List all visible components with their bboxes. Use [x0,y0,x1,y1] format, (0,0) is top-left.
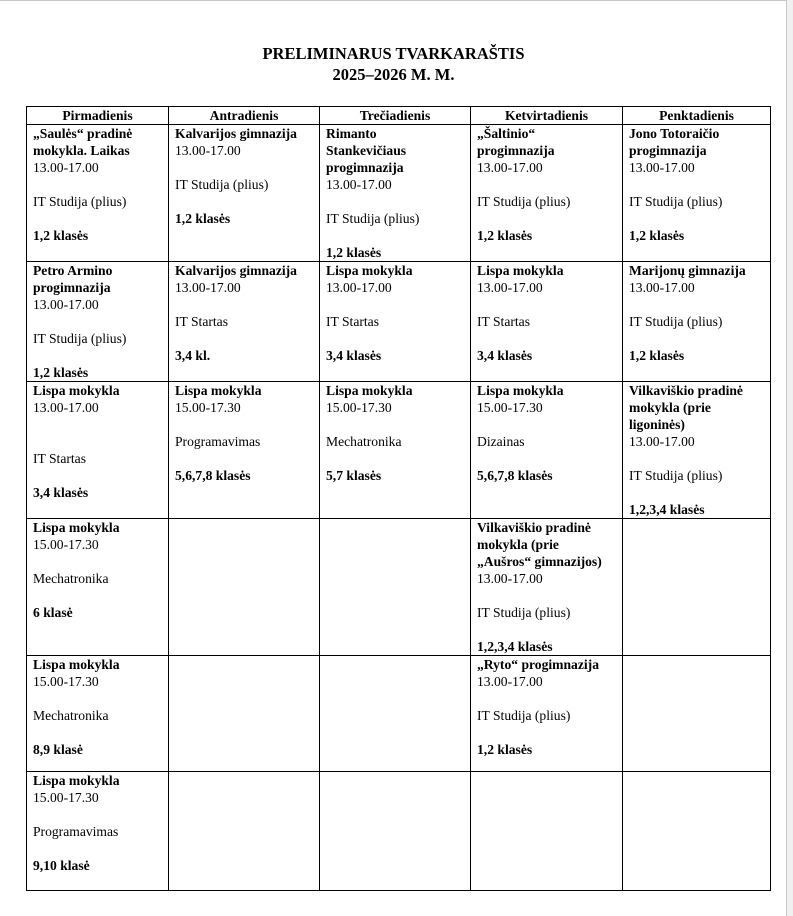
school-name: „Šaltinio“ [477,126,536,141]
course-name: IT Studija (plius) [629,468,723,483]
course-name: Mechatronika [326,434,402,449]
grade-label: 1,2 klasės [326,245,382,260]
schedule-cell [27,382,169,519]
course-name: Programavimas [33,824,119,839]
time-range: 13.00-17.00 [477,280,543,295]
grade-label: 3,4 klasės [477,348,533,363]
schedule-cell [169,382,320,519]
schedule-cell [471,125,623,262]
school-name: Lispa mokykla [33,383,120,398]
table-row [27,125,771,262]
schedule-cell [471,656,623,772]
schedule-cell [471,519,623,656]
time-range: 13.00-17.00 [629,280,695,295]
course-name: Programavimas [175,434,261,449]
grade-label: 8,9 klasė [33,742,83,757]
school-name: Lispa mokykla [326,383,413,398]
header-treciadienis: Trečiadienis [320,107,471,125]
table-row [27,772,771,891]
school-name: progimnazija [326,160,404,175]
course-name: IT Studija (plius) [175,177,269,192]
schedule-table [26,106,771,891]
schedule-cell [169,125,320,262]
school-name: progimnazija [33,280,111,295]
school-name: mokykla (prie [477,537,559,552]
table-row [27,519,771,656]
schedule-cell [623,656,771,772]
school-name: „Aušros“ gimnazijos) [477,554,602,569]
school-name: „Saulės“ pradinė [33,126,133,141]
time-range: 13.00-17.00 [477,571,543,586]
schedule-cell [320,382,471,519]
school-name: „Ryto“ progimnazija [477,657,599,672]
school-name: Lispa mokykla [175,383,262,398]
header-penktadienis: Penktadienis [623,107,771,125]
schedule-cell [320,262,471,382]
school-name: ligoninės) [629,417,685,432]
grade-label: 1,2 klasės [175,211,231,226]
school-name: Kalvarijos gimnazija [175,263,297,278]
schedule-cell [471,382,623,519]
course-name: IT Startas [175,314,228,329]
time-range: 15.00-17.30 [477,400,543,415]
time-range: 13.00-17.00 [629,160,695,175]
table-row [27,382,771,519]
schedule-cell [27,125,169,262]
time-range: 13.00-17.00 [33,297,99,312]
schedule-cell [471,772,623,891]
course-name: Mechatronika [33,571,109,586]
window-right-edge [787,0,793,916]
window-top-edge [0,0,787,1]
grade-label: 1,2 klasės [477,228,533,243]
course-name: Dizainas [477,434,525,449]
header-antradienis: Antradienis [169,107,320,125]
schedule-cell [27,519,169,656]
school-name: Marijonų gimnazija [629,263,746,278]
school-name: Kalvarijos gimnazija [175,126,297,141]
time-range: 13.00-17.00 [175,143,241,158]
time-range: 13.00-17.00 [477,674,543,689]
course-name: IT Studija (plius) [33,194,127,209]
schedule-cell [27,262,169,382]
time-range: 13.00-17.00 [175,280,241,295]
grade-label: 1,2 klasės [477,742,533,757]
course-name: IT Studija (plius) [477,605,571,620]
schedule-cell [320,125,471,262]
table-row [27,656,771,772]
grade-label: 1,2 klasės [33,228,89,243]
grade-label: 3,4 klasės [326,348,382,363]
school-name: Lispa mokykla [326,263,413,278]
window-right-border [786,0,787,916]
schedule-cell [320,519,471,656]
course-name: IT Studija (plius) [326,211,420,226]
school-name: Jono Totoraičio [629,126,720,141]
course-name: Mechatronika [33,708,109,723]
schedule-cell [471,262,623,382]
school-name: Vilkaviškio pradinė [629,383,743,398]
school-name: Stankevičiaus [326,143,407,158]
grade-label: 1,2 klasės [629,228,685,243]
school-name: Lispa mokykla [33,773,120,788]
course-name: IT Studija (plius) [477,194,571,209]
school-name: Petro Armino [33,263,113,278]
school-name: Lispa mokykla [33,520,120,535]
grade-label: 1,2 klasės [33,365,89,380]
grade-label: 5,6,7,8 klasės [477,468,553,483]
school-name: progimnazija [629,143,707,158]
schedule-cell [27,656,169,772]
school-name: mokykla. Laikas [33,143,130,158]
schedule-cell [320,656,471,772]
grade-label: 5,7 klasės [326,468,382,483]
course-name: IT Startas [33,451,86,466]
header-pirmadienis: Pirmadienis [27,107,169,125]
table-header-row [27,107,771,125]
school-name: Rimanto [326,126,377,141]
grade-label: 1,2,3,4 klasės [477,639,553,654]
time-range: 15.00-17.30 [33,790,99,805]
school-name: mokykla (prie [629,400,711,415]
time-range: 13.00-17.00 [33,160,99,175]
school-name: Lispa mokykla [477,383,564,398]
time-range: 15.00-17.30 [175,400,241,415]
schedule-cell [169,656,320,772]
school-name: progimnazija [477,143,555,158]
header-ketvirtadienis: Ketvirtadienis [471,107,623,125]
course-name: IT Studija (plius) [33,331,127,346]
schedule-cell [623,125,771,262]
time-range: 13.00-17.00 [326,177,392,192]
schedule-cell [623,519,771,656]
schedule-cell [320,772,471,891]
time-range: 15.00-17.30 [33,674,99,689]
time-range: 13.00-17.00 [33,400,99,415]
school-name: Vilkaviškio pradinė [477,520,591,535]
grade-label: 1,2 klasės [629,348,685,363]
course-name: IT Studija (plius) [629,314,723,329]
course-name: IT Studija (plius) [477,708,571,723]
table-row [27,262,771,382]
schedule-cell [623,772,771,891]
document-subtitle: 2025–2026 M. M. [332,65,455,84]
time-range: 15.00-17.30 [326,400,392,415]
time-range: 13.00-17.00 [629,434,695,449]
time-range: 13.00-17.00 [477,160,543,175]
course-name: IT Studija (plius) [629,194,723,209]
schedule-cell [169,772,320,891]
schedule-cell [623,382,771,519]
grade-label: 3,4 kl. [175,348,211,363]
schedule-cell [169,519,320,656]
school-name: Lispa mokykla [33,657,120,672]
grade-label: 6 klasė [33,605,73,620]
schedule-cell [169,262,320,382]
grade-label: 3,4 klasės [33,485,89,500]
grade-label: 5,6,7,8 klasės [175,468,251,483]
school-name: Lispa mokykla [477,263,564,278]
document-title: PRELIMINARUS TVARKARAŠTIS [262,44,525,63]
grade-label: 9,10 klasė [33,858,90,873]
course-name: IT Startas [477,314,530,329]
schedule-cell [623,262,771,382]
time-range: 13.00-17.00 [326,280,392,295]
grade-label: 1,2,3,4 klasės [629,502,705,517]
schedule-cell [27,772,169,891]
time-range: 15.00-17.30 [33,537,99,552]
course-name: IT Startas [326,314,379,329]
